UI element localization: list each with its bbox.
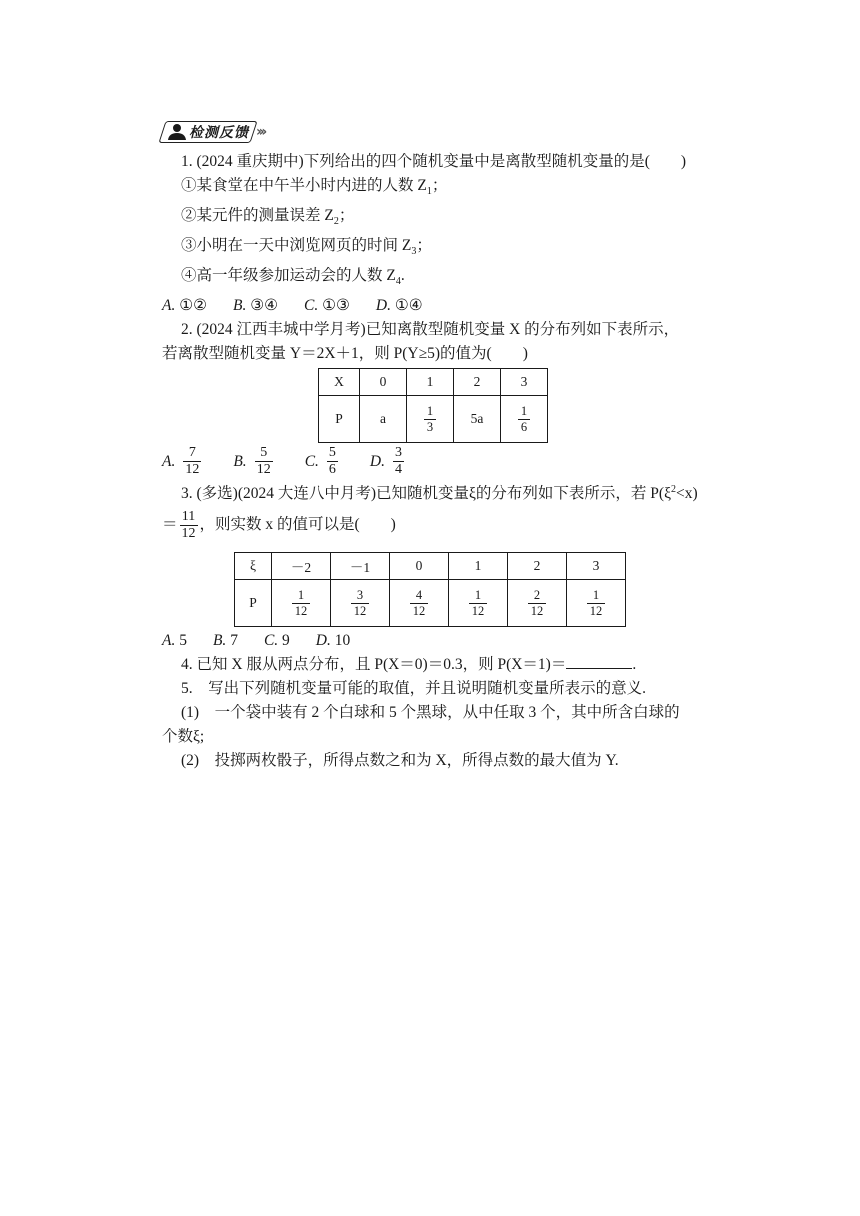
q3-stem-end: <x) [676,485,698,503]
q3-prob-den: 12 [292,603,311,619]
q2-prob-fraction [424,404,436,435]
q2-stem-line1: 2. (2024 江西丰城中学月考)已知离散型随机变量 X 的分布列如下表所示， [181,321,680,339]
q2-prob-cell [360,396,407,443]
q2-option-num: 5 [260,445,268,461]
q3-distribution-table [234,552,626,627]
q2-option [233,445,274,478]
q2-prob-den: 6 [518,419,530,435]
q2-prob-text: a [380,411,386,427]
q3-prob-num: 1 [592,587,600,602]
q2-option-den: 12 [256,462,271,478]
q3-prob-den: 12 [587,603,606,619]
q3-prob-num: 2 [533,587,541,602]
q3-prob-row [235,579,626,626]
q3-header-cell: ξ [235,552,272,579]
q3-prob-num: 3 [356,587,364,602]
q1-item-end: ； [416,237,432,255]
q2-options [162,445,732,478]
q2-option-den: 12 [185,462,200,478]
q1-option-letter: C. [304,297,319,315]
q2-option-fraction [327,445,338,478]
q1-option [233,294,278,318]
q2-option-letter: D. [369,452,385,470]
q3-value-cell: 0 [390,552,449,579]
q2-value-cell: 2 [454,369,501,396]
q3-equals: ＝ [162,516,178,534]
q2-prob-num: 1 [426,404,434,419]
q3-option [162,629,187,653]
q4-line [162,653,732,677]
q3-prob-fraction [587,588,606,619]
q3-prob-header: P [235,579,272,626]
q1-option-letter: A. [162,297,176,315]
q1-stem: 1. (2024 重庆期中)下列给出的四个随机变量中是离散型随机变量的是( ) [181,153,687,170]
q1-item-text: ④高一年级参加运动会的人数 Z [181,267,396,285]
q2-prob-text: 5a [470,411,484,427]
q3-value-cell: 2 [508,552,567,579]
q5-part1: (1) 一个袋中装有 2 个白球和 5 个黑球，从中任取 3 个，其中所含白球的 [181,703,680,721]
q3-fraction [180,509,198,542]
q2-prob-cell [501,396,548,443]
q3-prob-den: 12 [351,603,370,619]
q2-header-cell: X [319,369,360,396]
q3-prob-fraction [410,588,429,619]
q3-prob-num: 4 [415,587,423,602]
q2-prob-row [319,396,548,443]
worksheet-page [162,118,732,773]
q1-item-end: ； [338,207,355,225]
q3-value-cell: －2 [272,552,331,579]
q3-option-letter: B. [212,631,227,649]
q2-value-cell: 0 [360,369,407,396]
q5-part1-cont: 个数ξ; [162,727,205,745]
q1-option-letter: B. [233,297,247,315]
q2-option-fraction [393,445,404,478]
q1-option-value: ①② [175,297,208,315]
q1-option-value: ①③ [318,297,350,315]
q2-prob-fraction [518,404,530,435]
q3-stem-text: 3. (多选)(2024 大连八中月考)已知随机变量ξ的分布列如下表所示，若 P(ξ [181,485,672,503]
q4-text: 4. 已知 X 服从两点分布，且 P(X＝0)＝0.3，则 P(X＝1)＝ [181,655,567,673]
section-header [162,118,732,146]
q3-value-cell: 3 [567,552,626,579]
q2-option [305,445,340,478]
q3-prob-cell [390,579,449,626]
q3-option-letter: C. [263,631,279,649]
q1-option [162,294,207,318]
q2-option-den: 4 [394,462,402,478]
q3-value-cell: －1 [331,552,390,579]
q2-option-num: 3 [394,445,402,461]
q3-prob-fraction [528,588,547,619]
q3-prob-cell [331,579,390,626]
q3-option [264,629,290,653]
q3-stem-line2 [162,509,732,542]
q2-option-letter: A. [162,452,176,470]
q2-option-fraction [183,445,201,478]
q1-item-end: ； [431,177,448,194]
q2-option-letter: B. [233,452,247,470]
q3-value-cell: 1 [449,552,508,579]
q2-value-cell: 1 [407,369,454,396]
q3-option-letter: A. [162,631,176,649]
q3-stem-line1 [162,478,732,506]
q1-item [162,264,732,294]
q3-prob-cell [508,579,567,626]
q1-option [304,294,350,318]
q2-option-fraction [255,445,273,478]
q3-prob-den: 12 [528,603,547,619]
q1-item-end: . [400,267,405,285]
q3-option [316,629,350,653]
q3-prob-cell [272,579,331,626]
q2-option [370,445,406,478]
q1-item-text: ①某食堂在中午半小时内进的人数 Z [181,177,427,194]
q3-prob-num: 1 [474,587,482,602]
q2-prob-header: P [319,396,360,443]
header-title: 检测反馈 [189,125,249,141]
q2-option-num: 5 [328,445,336,461]
q3-prob-num: 1 [297,587,305,602]
q3-option-value: 9 [278,631,290,649]
q2-prob-num: 1 [520,404,528,419]
q3-prob-cell [449,579,508,626]
q3-prob-fraction [469,588,488,619]
q3-prob-cell [567,579,626,626]
q1-item-sub: 3 [411,246,417,258]
q1-option-value: ①④ [391,297,423,315]
q1-item-text: ②某元件的测量误差 Z [181,207,334,225]
q5-stem: 5. 写出下列随机变量可能的取值，并且说明随机变量所表示的意义. [181,679,647,697]
q1-option-letter: D. [375,297,391,315]
q2-option-letter: C. [304,452,319,470]
q3-option-value: 7 [226,631,238,649]
q3-options [162,629,732,653]
q3-prob-fraction [351,588,370,619]
q3-option-value: 5 [175,631,187,649]
q3-frac-den: 12 [181,525,196,541]
q3-prob-fraction [292,588,311,619]
q2-prob-den: 3 [424,419,436,435]
q3-frac-num: 11 [181,508,196,524]
q2-option-den: 6 [328,462,336,478]
q2-value-row [319,369,548,396]
q4-answer-blank[interactable] [566,654,632,669]
q1-options [162,294,732,318]
q1-option-value: ③④ [246,297,279,315]
header-badge [162,121,264,143]
q2-prob-cell [407,396,454,443]
q2-distribution-table [318,368,548,443]
q2-stem-line2: 若离散型随机变量 Y＝2X＋1，则 P(Y≥5)的值为( ) [162,345,528,363]
q1-option [376,294,423,318]
q2-option-num: 7 [188,445,196,461]
q1-item [162,174,732,204]
q4-end: . [632,655,637,673]
q2-value-cell: 3 [501,369,548,396]
q3-prob-den: 12 [410,603,429,619]
q3-value-row [235,552,626,579]
q1-item-text: ③小明在一天中浏览网页的时间 Z [181,237,412,255]
q3-stem-post: ，则实数 x 的值可以是( ) [199,516,396,534]
q1-item [162,234,732,264]
q3-option-value: 10 [330,631,351,649]
q5-part2: (2) 投掷两枚骰子，所得点数之和为 X，所得点数的最大值为 Y. [181,751,619,769]
q1-item-sub: 1 [426,186,432,198]
q1-item-sub: 2 [333,216,339,228]
q2-prob-cell [454,396,501,443]
q3-option [213,629,238,653]
person-icon [165,123,187,141]
chevrons-icon: ››› [256,124,265,140]
q3-option-letter: D. [315,631,331,649]
q3-stem-sup: 2 [671,484,677,496]
q1-item [162,204,732,234]
q3-prob-den: 12 [469,603,488,619]
q2-option [162,445,203,478]
q1-item-sub: 4 [395,276,401,288]
